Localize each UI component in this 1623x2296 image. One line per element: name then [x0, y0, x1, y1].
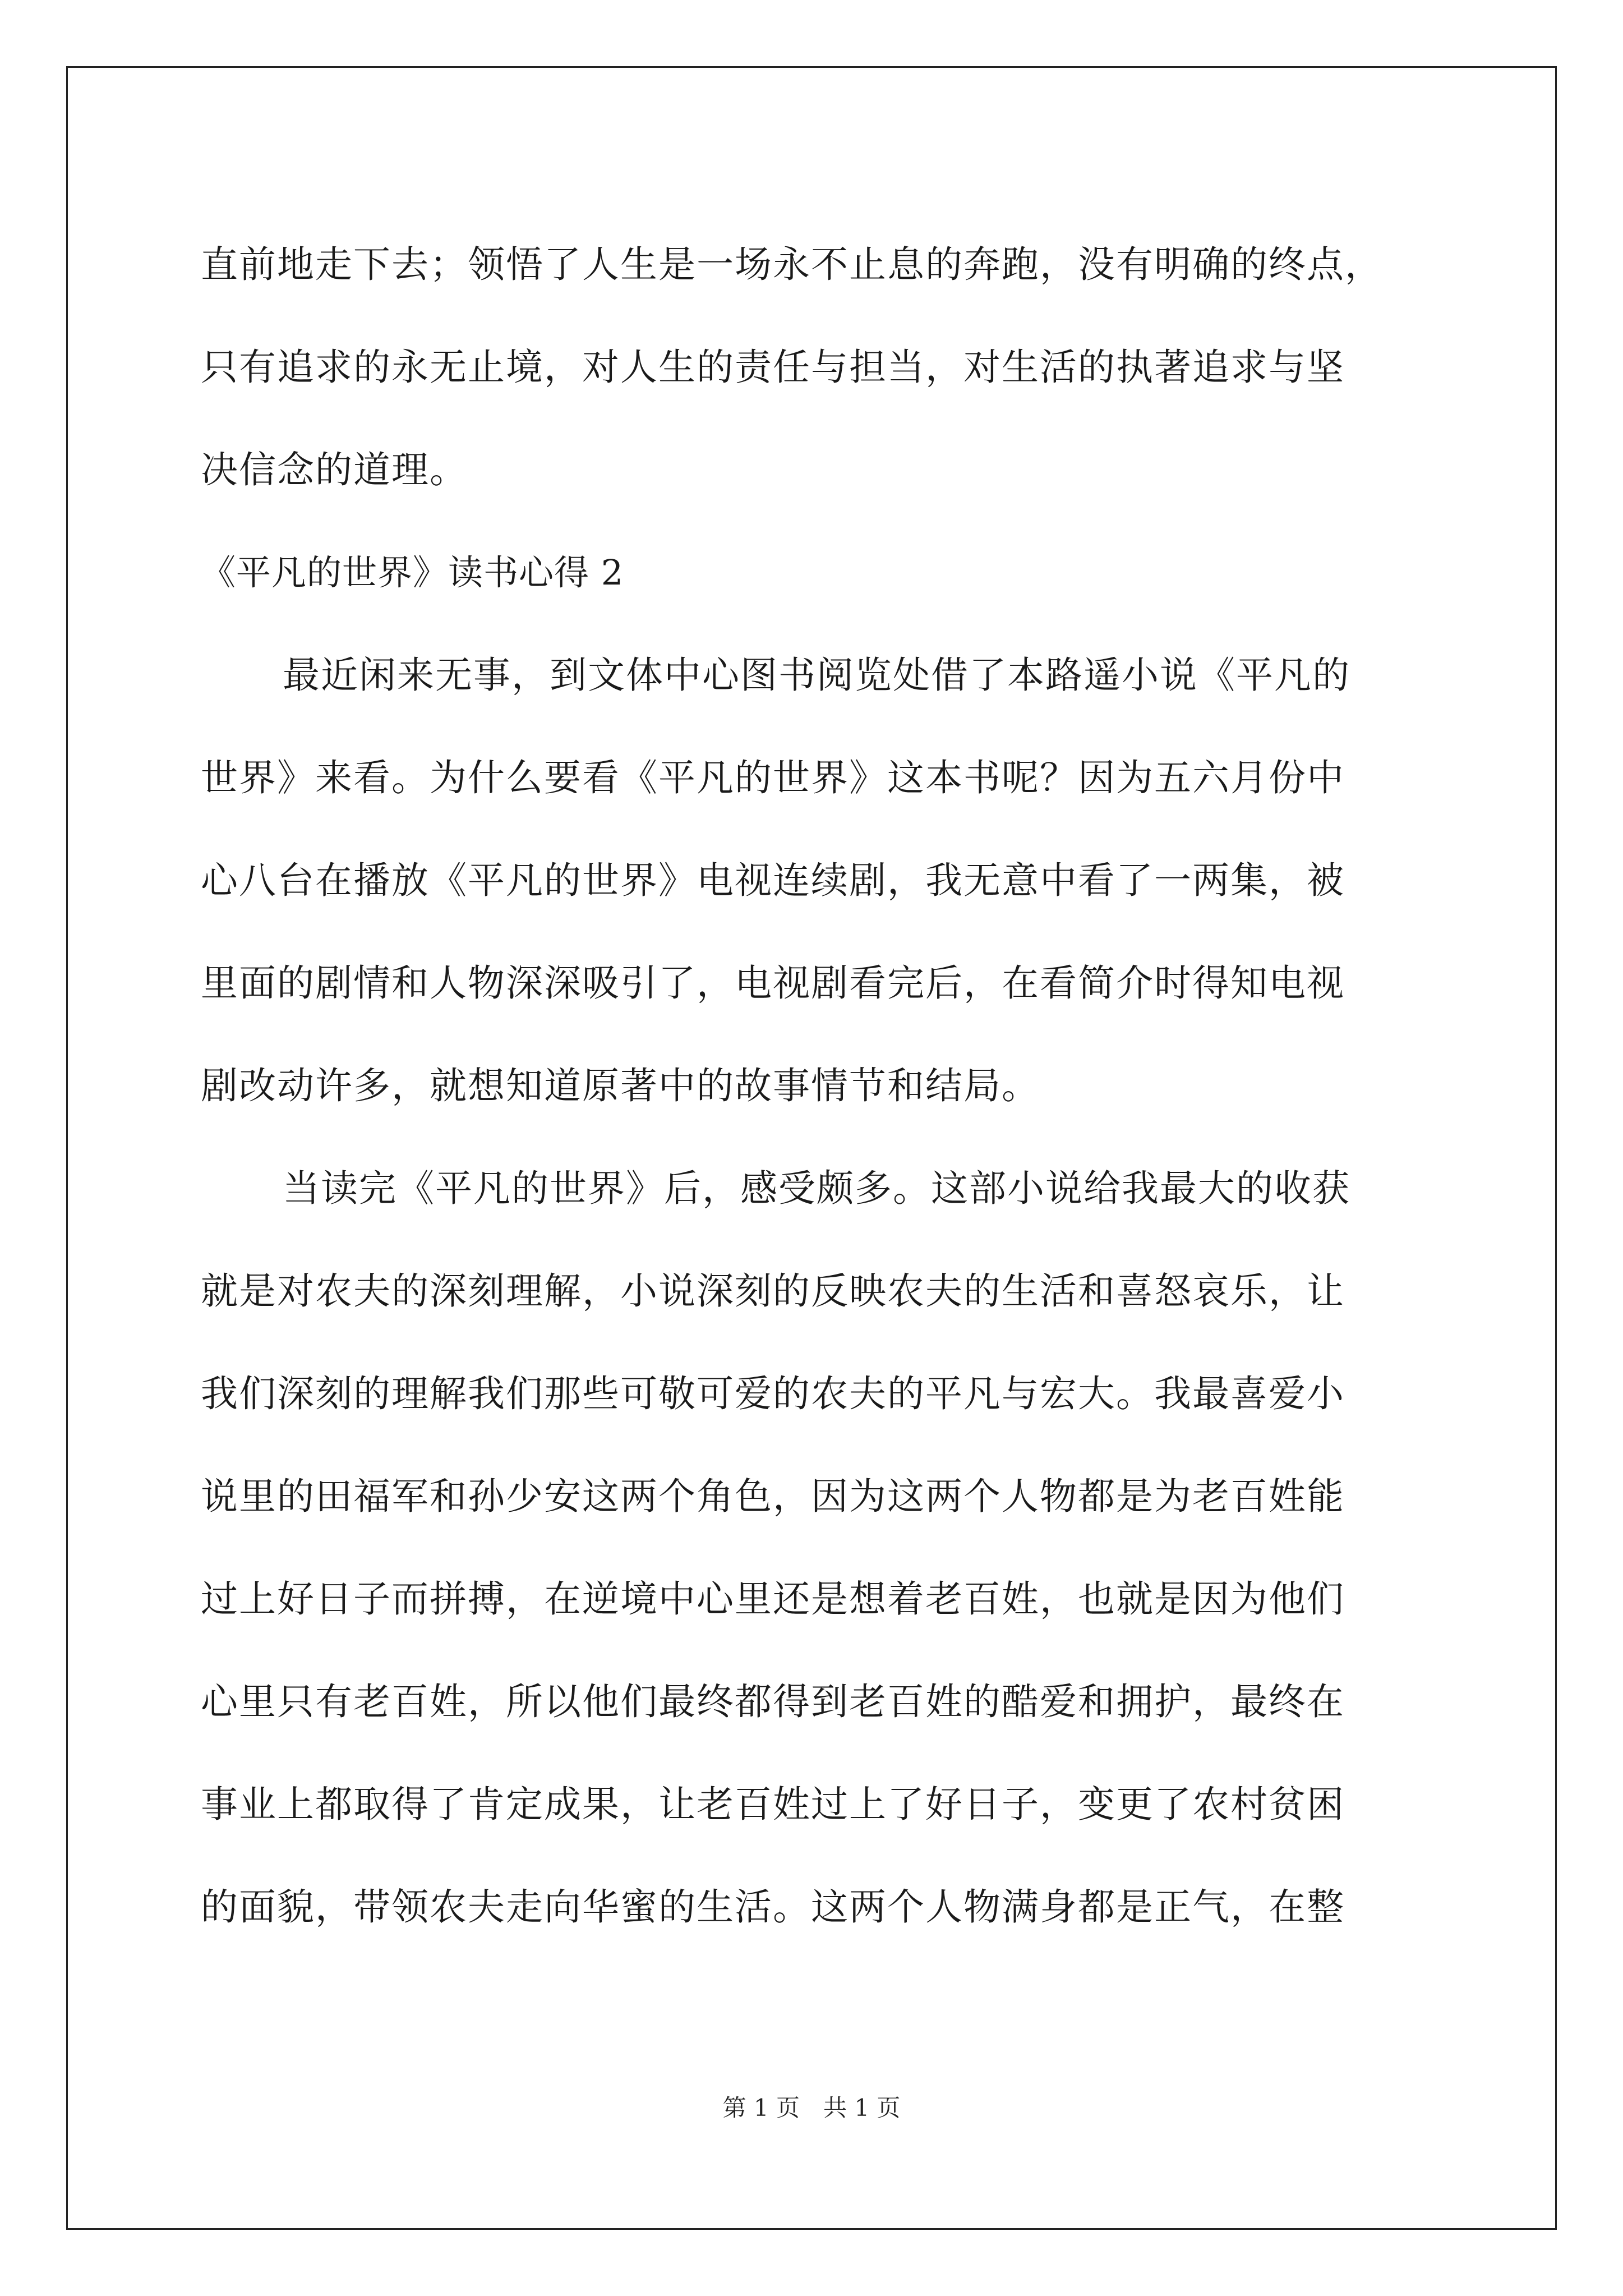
paragraph-continuation: [201, 213, 1435, 521]
page-number-label: 第 1 页 共 1 页: [722, 2094, 901, 2122]
text-line: 说里的田福军和孙少安这两个角色，因为这两个人物都是为老百姓能: [201, 1475, 1345, 1518]
text-line: 过上好日子而拼搏，在逆境中心里还是想着老百姓，也就是因为他们: [201, 1577, 1345, 1621]
text-line: 就是对农夫的深刻理解，小说深刻的反映农夫的生活和喜怒哀乐，让: [201, 1269, 1345, 1313]
text-line: 最近闲来无事，到文体中心图书阅览处借了本路遥小说《平凡的: [283, 654, 1350, 697]
paragraph: [201, 1137, 1435, 1958]
text-line: 世界》来看。为什么要看《平凡的世界》这本书呢？因为五六月份中: [201, 756, 1345, 799]
text-line: 决信念的道理。: [201, 448, 468, 491]
section-heading: [201, 521, 1435, 624]
page-footer: [0, 2091, 1623, 2125]
heading-line: 《平凡的世界》读书心得 2: [201, 552, 624, 593]
text-line: 当读完《平凡的世界》后，感受颇多。这部小说给我最大的收获: [283, 1167, 1350, 1210]
text-line: 心里只有老百姓，所以他们最终都得到老百姓的酷爱和拥护，最终在: [201, 1680, 1345, 1723]
paragraph: [201, 624, 1435, 1137]
text-line: 事业上都取得了肯定成果，让老百姓过上了好日子，变更了农村贫困: [201, 1783, 1345, 1826]
text-line: 里面的剧情和人物深深吸引了，电视剧看完后，在看简介时得知电视: [201, 961, 1345, 1005]
text-line: 只有追求的永无止境，对人生的责任与担当，对生活的执著追求与坚: [201, 346, 1345, 389]
text-line: 的面貌，带领农夫走向华蜜的生活。这两个人物满身都是正气，在整: [201, 1885, 1345, 1929]
document-body: [201, 213, 1435, 1958]
text-line: 剧改动许多，就想知道原著中的故事情节和结局。: [201, 1064, 1040, 1107]
text-line: 直前地走下去；领悟了人生是一场永不止息的奔跑，没有明确的终点，: [201, 243, 1383, 286]
text-line: 心八台在播放《平凡的世界》电视连续剧，我无意中看了一两集，被: [201, 859, 1345, 902]
text-line: 我们深刻的理解我们那些可敬可爱的农夫的平凡与宏大。我最喜爱小: [201, 1372, 1345, 1415]
